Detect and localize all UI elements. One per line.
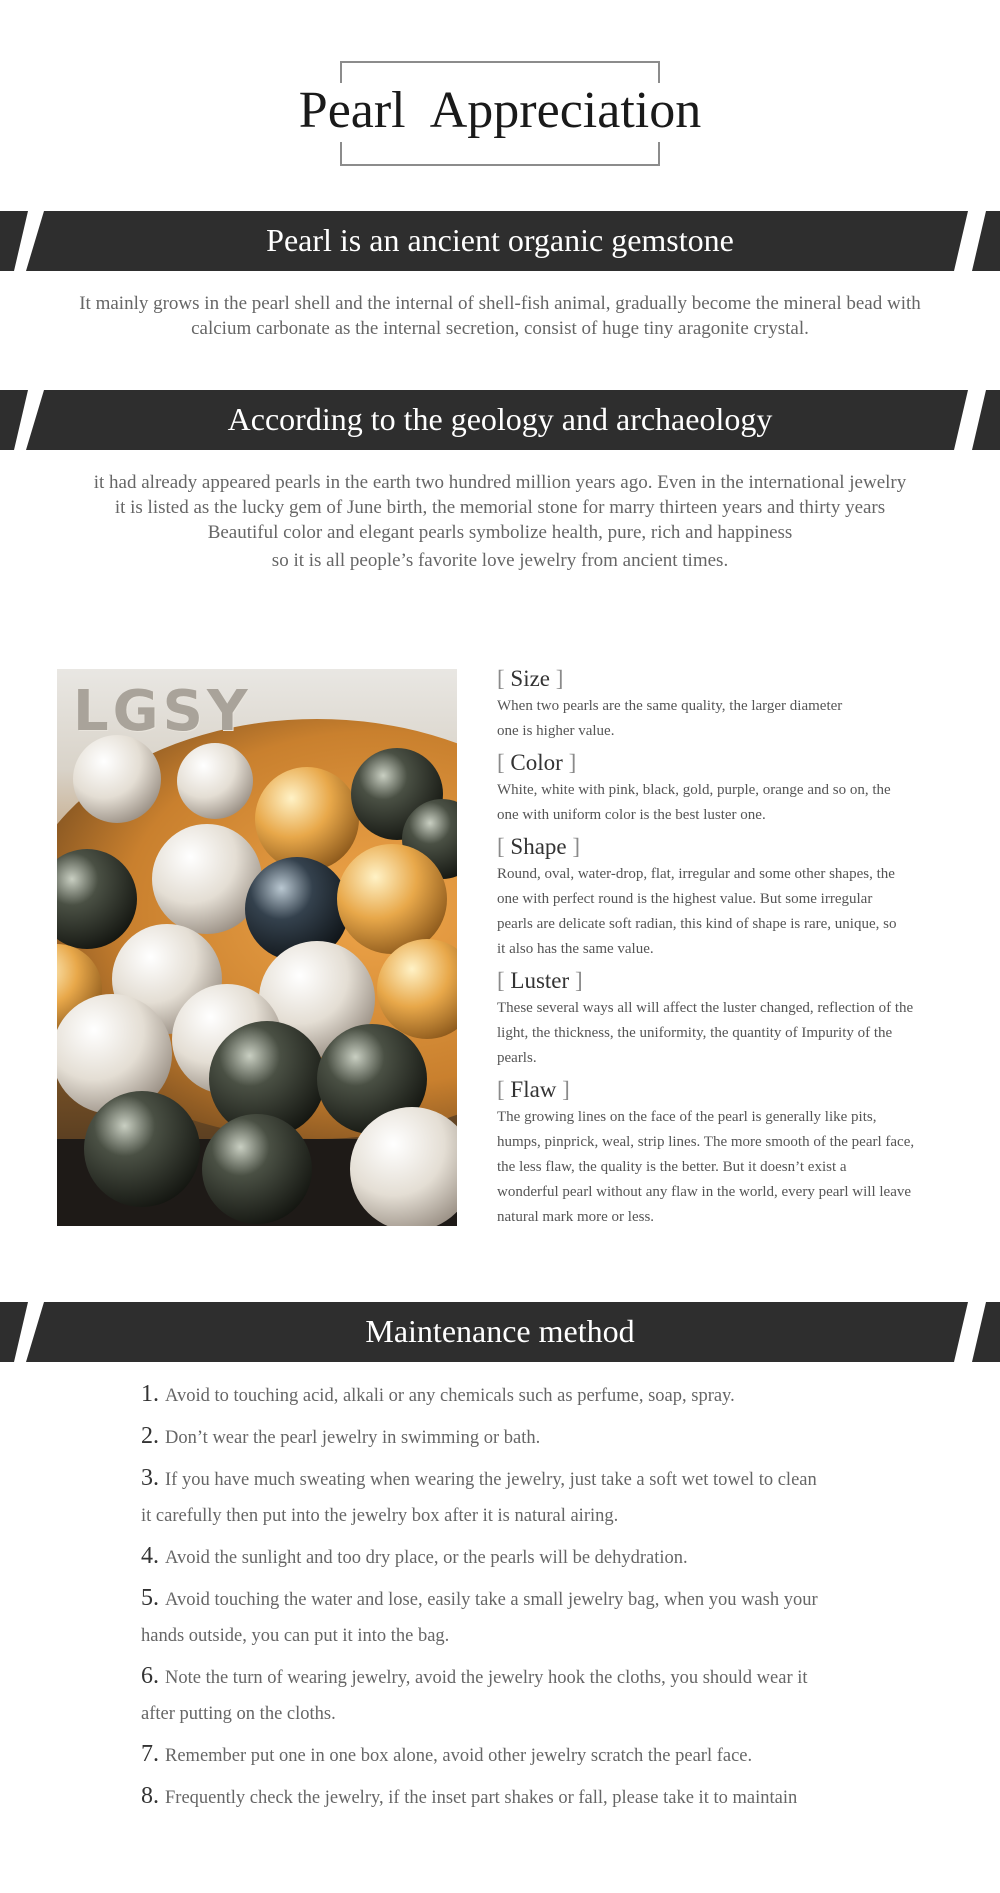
- spec-heading: [ Color ]: [497, 750, 577, 775]
- spec-line: Round, oval, water-drop, flat, irregular and some other shapes, the: [497, 866, 895, 882]
- item-text: it carefully then put into the jewelry box after it is natural airing.: [141, 1506, 619, 1526]
- section-paragraph-1: [40, 291, 960, 341]
- item-number: 5.: [141, 1585, 159, 1611]
- spec-line: one with perfect round is the highest value. But some irregular: [497, 891, 873, 907]
- spec-label: Shape: [510, 834, 567, 859]
- spec-line: one is higher value.: [497, 723, 615, 739]
- paragraph-line: so it is all people’s favorite love jewelry from ancient times.: [271, 550, 729, 571]
- list-item: [141, 1460, 881, 1534]
- item-text: hands outside, you can put it into the bag.: [141, 1626, 450, 1646]
- list-item: [141, 1580, 881, 1654]
- spec-label: Luster: [510, 968, 570, 993]
- section-banner-2: [0, 390, 1000, 450]
- section-paragraph-2: [40, 470, 960, 573]
- spec-line: These several ways all will affect the luster changed, reflection of the: [497, 1000, 914, 1016]
- pearls-illustration: [57, 669, 457, 1226]
- title-frame-bottom: [340, 142, 660, 166]
- section-heading-1: Pearl is an ancient organic gemstone: [266, 222, 734, 258]
- spec-line: pearls are delicate soft radian, this kind of shape is rare, unique, so: [497, 916, 897, 932]
- spec-line: one with uniform color is the best luster one.: [497, 807, 766, 823]
- list-item: [141, 1418, 881, 1456]
- page-title: Pearl Appreciation: [298, 82, 702, 139]
- item-text: Avoid the sunlight and too dry place, or the pearls will be dehydration.: [165, 1548, 688, 1568]
- paragraph-line: it is listed as the lucky gem of June birth, the memorial stone for marry thirteen years and thirty years: [114, 497, 886, 518]
- list-item: [141, 1658, 881, 1732]
- spec-line: wonderful pearl without any flaw in the world, every pearl will leave: [497, 1184, 912, 1200]
- spec-line: pearls.: [497, 1050, 537, 1066]
- item-text: Note the turn of wearing jewelry, avoid the jewelry hook the cloths, you should wear it: [165, 1668, 808, 1688]
- title-block: [0, 0, 1000, 200]
- item-text: after putting on the cloths.: [141, 1704, 336, 1724]
- spec-heading: [ Flaw ]: [497, 1077, 570, 1102]
- spec-line: the less flaw, the quality is the better. But it doesn’t exist a: [497, 1159, 847, 1175]
- spec-line: White, white with pink, black, gold, purple, orange and so on, the: [497, 782, 891, 798]
- item-text: Frequently check the jewelry, if the inset part shakes or fall, please take it to maintain: [165, 1788, 798, 1808]
- spec-color: [497, 748, 957, 828]
- spec-label: Color: [510, 750, 563, 775]
- maintenance-heading: Maintenance method: [365, 1313, 635, 1349]
- spec-luster: [497, 966, 957, 1071]
- list-item: [141, 1376, 881, 1414]
- spec-line: When two pearls are the same quality, the larger diameter: [497, 698, 843, 714]
- spec-line: humps, pinprick, weal, strip lines. The more smooth of the pearl face,: [497, 1134, 915, 1150]
- item-number: 3.: [141, 1465, 159, 1491]
- spec-flaw: [497, 1075, 957, 1230]
- section-banner-3: [0, 1302, 1000, 1362]
- maintenance-list: [141, 1376, 881, 1820]
- paragraph-line: Beautiful color and elegant pearls symbolize health, pure, rich and happiness: [207, 522, 793, 543]
- spec-label: Flaw: [510, 1077, 557, 1102]
- spec-heading: [ Luster ]: [497, 968, 583, 993]
- spec-line: light, the thickness, the uniformity, the quantity of Impurity of the: [497, 1025, 893, 1041]
- section-banner-1: [0, 211, 1000, 271]
- spec-shape: [497, 832, 957, 962]
- list-item: [141, 1538, 881, 1576]
- spec-heading: [ Size ]: [497, 666, 564, 691]
- item-number: 6.: [141, 1663, 159, 1689]
- spec-line: The growing lines on the face of the pearl is generally like pits,: [497, 1109, 877, 1125]
- section-heading-2: According to the geology and archaeology: [227, 401, 773, 437]
- spec-heading: [ Shape ]: [497, 834, 581, 859]
- paragraph-line: it had already appeared pearls in the earth two hundred million years ago. Even in the international jewelry: [93, 472, 907, 493]
- spec-line: it also has the same value.: [497, 941, 654, 957]
- item-text: Remember put one in one box alone, avoid other jewelry scratch the pearl face.: [165, 1746, 753, 1766]
- item-text: Don’t wear the pearl jewelry in swimming or bath.: [165, 1428, 541, 1448]
- item-text: Avoid touching the water and lose, easily take a small jewelry bag, when you wash your: [165, 1590, 818, 1610]
- item-text: If you have much sweating when wearing the jewelry, just take a soft wet towel to clean: [165, 1470, 817, 1490]
- list-item: [141, 1736, 881, 1774]
- pearl-quality-specs: [497, 664, 957, 1234]
- pearl-photo: [57, 669, 457, 1226]
- item-text: Avoid to touching acid, alkali or any chemicals such as perfume, soap, spray.: [165, 1386, 735, 1406]
- list-item: [141, 1778, 881, 1816]
- spec-line: natural mark more or less.: [497, 1209, 655, 1225]
- spec-size: [497, 664, 957, 744]
- item-number: 8.: [141, 1783, 159, 1809]
- paragraph-line: It mainly grows in the pearl shell and the internal of shell-fish animal, gradually become the mineral bead with: [79, 293, 921, 314]
- item-number: 1.: [141, 1381, 159, 1407]
- spec-label: Size: [510, 666, 551, 691]
- brand-logo: LGSY: [73, 679, 252, 744]
- item-number: 4.: [141, 1543, 159, 1569]
- paragraph-line: calcium carbonate as the internal secretion, consist of huge tiny aragonite crystal.: [191, 318, 809, 339]
- item-number: 2.: [141, 1423, 159, 1449]
- item-number: 7.: [141, 1741, 159, 1767]
